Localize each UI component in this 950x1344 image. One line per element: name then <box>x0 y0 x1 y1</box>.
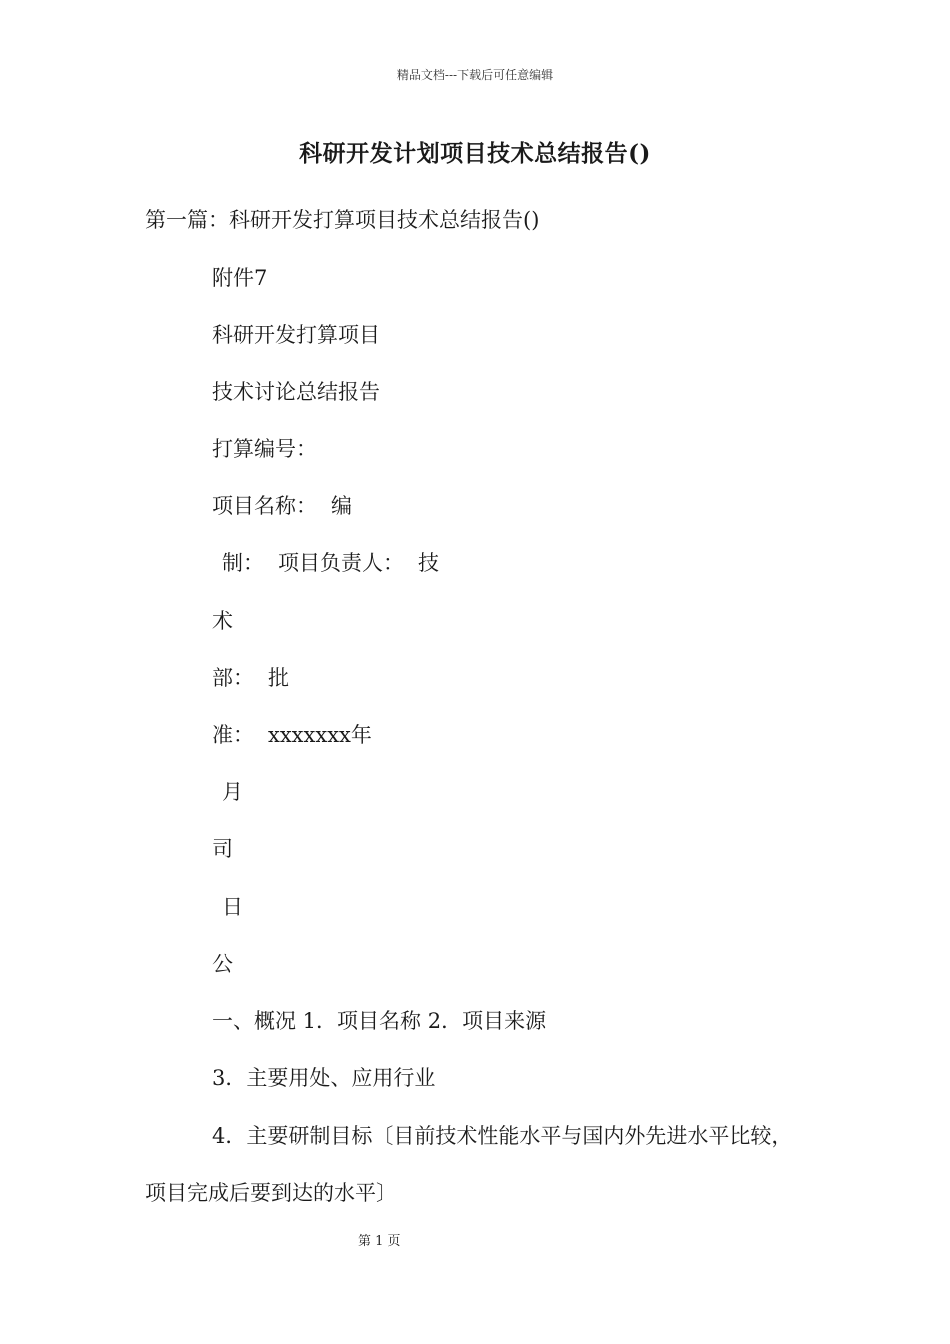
zhi-label: 制： <box>222 551 264 575</box>
approval-row <box>212 725 372 746</box>
year-value: xxxxxxx年 <box>268 723 372 747</box>
editor-leader-row <box>222 553 439 574</box>
project-type-line: 科研开发打算项目 <box>212 323 380 347</box>
bu-label: 部： <box>212 666 254 690</box>
section-heading: 第一篇：科研开发打算项目技术总结报告() <box>145 208 540 232</box>
si-char: 司 <box>212 837 233 861</box>
document-title: 科研开发计划项目技术总结报告() <box>299 140 651 167</box>
pi-char: 批 <box>268 666 289 690</box>
item3-line: 3．主要用处、应用行业 <box>212 1066 436 1090</box>
overview-line: 一、概况 1．项目名称 2．项目来源 <box>212 1009 547 1033</box>
ji-char: 技 <box>418 551 439 575</box>
month-char: 月 <box>222 780 243 804</box>
department-row <box>212 668 289 689</box>
project-leader-label: 项目负责人： <box>278 551 404 575</box>
bian-char: 编 <box>331 494 352 518</box>
plan-number-label: 打算编号： <box>212 437 317 461</box>
gong-char: 公 <box>212 952 233 976</box>
item4-line-1: 4．主要研制目标〔目前技术性能水平与国内外先进水平比较， <box>212 1124 793 1148</box>
report-type-line: 技术讨论总结报告 <box>212 380 380 404</box>
project-name-label: 项目名称： <box>212 494 317 518</box>
page-header: 精品文档---下载后可任意编辑 <box>396 68 554 82</box>
shu-char: 术 <box>212 609 233 633</box>
attachment-label: 附件7 <box>212 266 268 290</box>
day-char: 日 <box>222 895 243 919</box>
item4-line-2: 项目完成后要到达的水平〕 <box>145 1181 397 1205</box>
page-number: 第 1 页 <box>358 1234 401 1249</box>
project-name-row <box>212 496 352 517</box>
zhun-label: 准： <box>212 723 254 747</box>
